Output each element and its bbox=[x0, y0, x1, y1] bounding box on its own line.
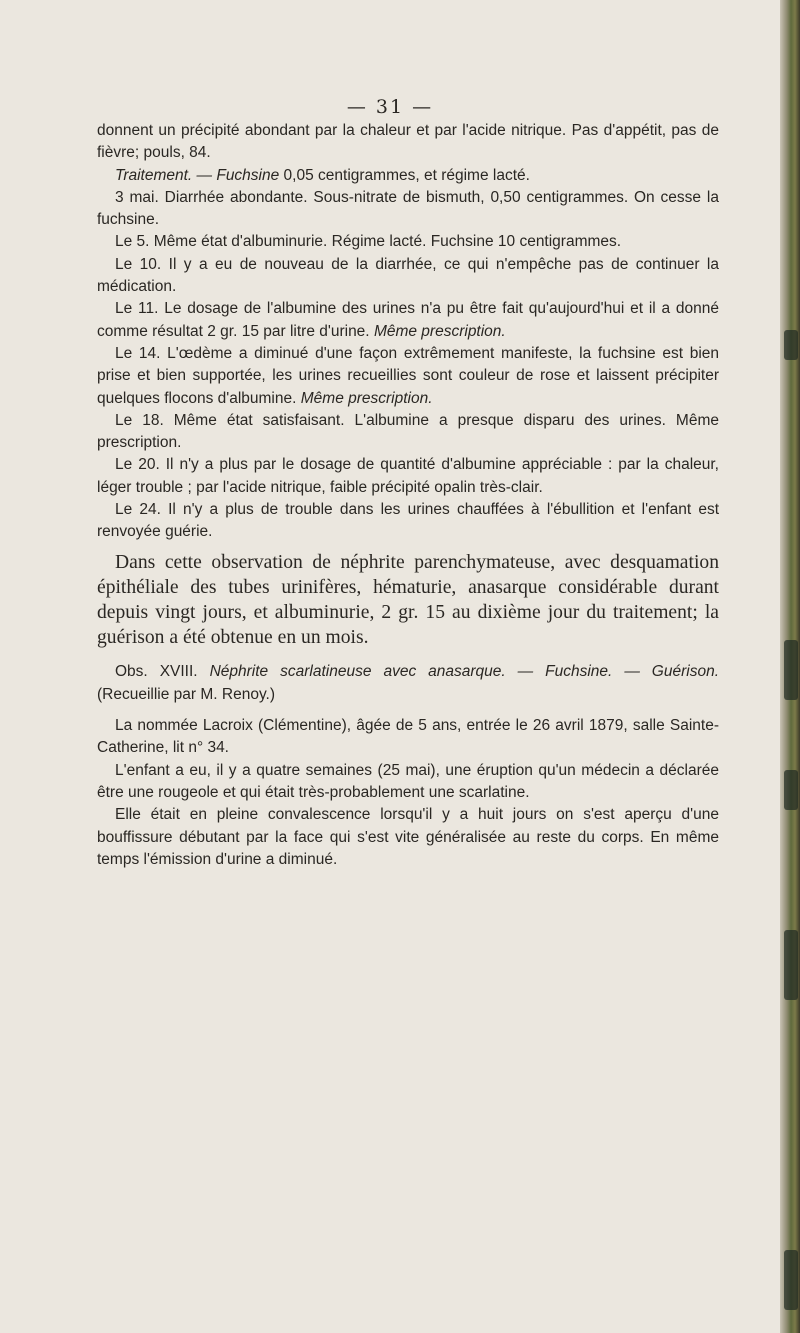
paragraph-3-mai: 3 mai. Diarrhée abondante. Sous-nitrate de bismuth, 0,50 centigrammes. On cesse la fuchsine. bbox=[97, 188, 719, 229]
paragraph-le-11 bbox=[97, 298, 719, 343]
paragraph-le-14 bbox=[97, 343, 719, 410]
le-11-prescription: Même prescription. bbox=[373, 322, 506, 340]
paragraph-patient: La nommée Lacroix (Clémentine), âgée de 5 ans, entrée le 26 avril 1879, salle Sainte-Catherine, lit n° 34. bbox=[97, 717, 719, 757]
page-number: — 31 — bbox=[346, 96, 434, 118]
book-edge bbox=[780, 0, 800, 1333]
le-14-text: Le 14. L'œdème a diminué d'une façon extrêmement manifeste, la fuchsine est bien prise et bien supportée, les urines recueillies sont couleur de rose et laissent précipiter quelques flocons d'albumine. bbox=[97, 344, 719, 407]
observation-source: (Recueillie par M. Renoy.) bbox=[97, 685, 276, 703]
paragraph-treatment bbox=[97, 165, 719, 187]
paragraph-1: donnent un précipité abondant par la chaleur et par l'acide nitrique. Pas d'appétit, pas de fièvre; pouls, 84. bbox=[97, 122, 719, 162]
le-14-prescription: Même prescription. bbox=[300, 389, 433, 407]
treatment-label: Traitement. — Fuchsine bbox=[115, 166, 280, 184]
paragraph-convalescence: Elle était en pleine convalescence lorsqu'il y a huit jours on s'est aperçu d'une bouffissure débutant par la face qui s'est vite généralisée au reste du corps. En même temps l'émission d'urine a diminué. bbox=[97, 806, 719, 868]
paragraph-le-10: Le 10. Il y a eu de nouveau de la diarrhée, ce qui n'empêche pas de continuer la médication. bbox=[97, 255, 719, 296]
page-body bbox=[97, 120, 719, 871]
paragraph-history: L'enfant a eu, il y a quatre semaines (25 mai), une éruption qu'un médecin a déclarée être une rougeole et qui était très-probablement une scarlatine. bbox=[97, 761, 719, 801]
le-11-text: Le 11. Le dosage de l'albumine des urines n'a pu être fait qu'aujourd'hui et il a donné comme résultat 2 gr. 15 par litre d'urine. bbox=[97, 300, 719, 340]
paragraph-le-24: Le 24. Il n'y a plus de trouble dans les urines chauffées à l'ébullition et l'enfant est renvoyée guérie. bbox=[97, 501, 719, 541]
observation-label: Obs. XVIII. bbox=[115, 663, 198, 681]
observation-title: Néphrite scarlatineuse avec anasarque. — Fuchsine. — Guérison. bbox=[209, 663, 719, 681]
paragraph-le-18: Le 18. Même état satisfaisant. L'albumine a presque disparu des urines. Même prescription. bbox=[97, 411, 719, 452]
paragraph-le-5: Le 5. Même état d'albuminurie. Régime lacté. Fuchsine 10 centigrammes. bbox=[115, 233, 622, 251]
treatment-text: 0,05 centigrammes, et régime lacté. bbox=[279, 166, 530, 184]
observation-heading bbox=[97, 661, 719, 706]
paragraph-le-20: Le 20. Il n'y a plus par le dosage de quantité d'albumine appréciable : par la chaleur, léger trouble ; par l'acide nitrique, faible précipité opalin très-clair. bbox=[97, 456, 719, 496]
summary-paragraph: Dans cette observation de néphrite parenchymateuse, avec desquamation épithéliale des tubes urinifères, hématurie, anasarque considérable durant depuis vingt jours, et albuminurie, 2 gr. 15 au dixième jour du traitement; la guérison a été obtenue en un mois. bbox=[97, 551, 719, 649]
